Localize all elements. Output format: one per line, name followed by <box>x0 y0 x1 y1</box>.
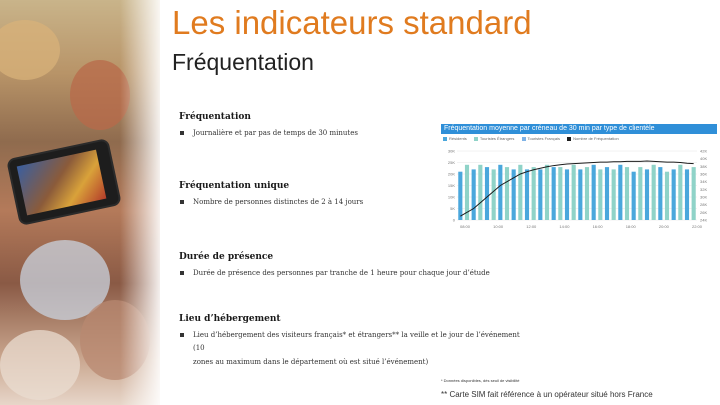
bullet-square-icon <box>180 333 184 337</box>
y-tick-label: 30K <box>447 148 455 154</box>
bar <box>592 165 596 220</box>
frequentation-chart <box>441 124 717 232</box>
bar <box>572 165 576 220</box>
bar <box>605 167 609 220</box>
section-frequentation <box>179 112 439 140</box>
bar <box>565 169 569 220</box>
bar <box>492 169 496 220</box>
bar <box>545 165 549 220</box>
slide-title: Les indicateurs standard <box>172 4 532 41</box>
bar <box>665 172 669 220</box>
bar <box>478 165 482 220</box>
bullet-square-icon <box>180 200 184 204</box>
bar <box>672 169 676 220</box>
bar <box>552 167 556 220</box>
section-heading: Fréquentation <box>179 112 251 122</box>
section-heading: Lieu d’hébergement <box>179 314 281 324</box>
x-tick-label: 10:00 <box>493 224 504 229</box>
section-duree-presence <box>179 252 499 280</box>
bar <box>525 169 529 220</box>
y2-tick-label: 24K <box>700 217 708 223</box>
bar <box>498 165 502 220</box>
bullet-item: Nombre de personnes distinctes de 2 à 14 jours <box>179 196 439 209</box>
y2-tick-label: 40K <box>700 156 708 162</box>
y-tick-label: 10K <box>447 194 455 200</box>
bar <box>505 167 509 220</box>
bar <box>678 165 682 220</box>
bar <box>625 167 629 220</box>
y2-tick-label: 34K <box>700 179 708 185</box>
footnote-2: ** Carte SIM fait référence à un opérateur situé hors France <box>441 390 653 399</box>
bar <box>485 167 489 220</box>
bar <box>685 169 689 220</box>
bar <box>692 167 696 220</box>
section-frequentation-unique <box>179 181 439 209</box>
bar <box>532 167 536 220</box>
y2-tick-label: 26K <box>700 209 708 215</box>
legend-item: Résidents <box>443 136 467 141</box>
bullet-square-icon <box>180 131 184 135</box>
y2-tick-label: 32K <box>700 186 708 192</box>
bar <box>638 167 642 220</box>
y2-tick-label: 36K <box>700 171 708 177</box>
bar <box>538 169 542 220</box>
y-tick-label: 5K <box>450 206 455 211</box>
crowd-photo <box>0 0 160 405</box>
bar <box>652 165 656 220</box>
y-tick-label: 0 <box>452 217 455 223</box>
phone-in-photo <box>8 140 119 223</box>
bullet-square-icon <box>180 271 184 275</box>
footnote-1: * Données disponibles, dès seuil de visibilité <box>441 378 520 383</box>
x-tick-label: 12:00 <box>526 224 537 229</box>
bar <box>472 169 476 220</box>
bar <box>458 172 462 220</box>
y2-tick-label: 42K <box>700 148 708 154</box>
bar <box>598 169 602 220</box>
bar <box>612 169 616 220</box>
x-tick-label: 16:00 <box>592 224 603 229</box>
bar <box>645 169 649 220</box>
chart-plot <box>441 124 717 232</box>
bullet-item: Lieu d’hébergement des visiteurs français* et étrangers** la veille et le jour de l’événement (10 zones au maximum dans le département où est situé l’événement) <box>179 329 529 369</box>
bar <box>578 169 582 220</box>
slide-subtitle: Fréquentation <box>172 49 314 75</box>
x-tick-label: 20:00 <box>658 224 669 229</box>
section-heading: Durée de présence <box>179 252 274 262</box>
bar <box>632 172 636 220</box>
legend-item: Touristes Français <box>522 136 560 141</box>
y2-tick-label: 30K <box>700 194 708 200</box>
y2-tick-label: 38K <box>700 163 708 169</box>
bar <box>585 167 589 220</box>
x-tick-label: 18:00 <box>625 224 636 229</box>
bullet-item: Durée de présence des personnes par tranche de 1 heure pour chaque jour d’étude <box>179 267 499 280</box>
section-heading: Fréquentation unique <box>179 181 290 191</box>
legend-item: Touristes Étrangers <box>474 136 514 141</box>
y-tick-label: 20K <box>447 171 455 177</box>
legend-item: Nombre de Fréquentation <box>567 136 619 141</box>
y2-tick-label: 28K <box>700 202 708 208</box>
y-tick-label: 25K <box>447 160 455 165</box>
bar <box>618 165 622 220</box>
bar <box>658 167 662 220</box>
y-tick-label: 15K <box>447 183 455 188</box>
x-tick-label: 14:00 <box>559 224 570 229</box>
bar <box>558 167 562 220</box>
section-lieu-hebergement <box>179 314 529 369</box>
chart-title: Fréquentation moyenne par créneau de 30 min par type de clientèle <box>441 124 717 134</box>
bullet-item: Journalière et par pas de temps de 30 minutes <box>179 127 439 140</box>
x-tick-label: 22:00 <box>691 224 703 229</box>
x-tick-label: 08:00 <box>459 224 471 229</box>
